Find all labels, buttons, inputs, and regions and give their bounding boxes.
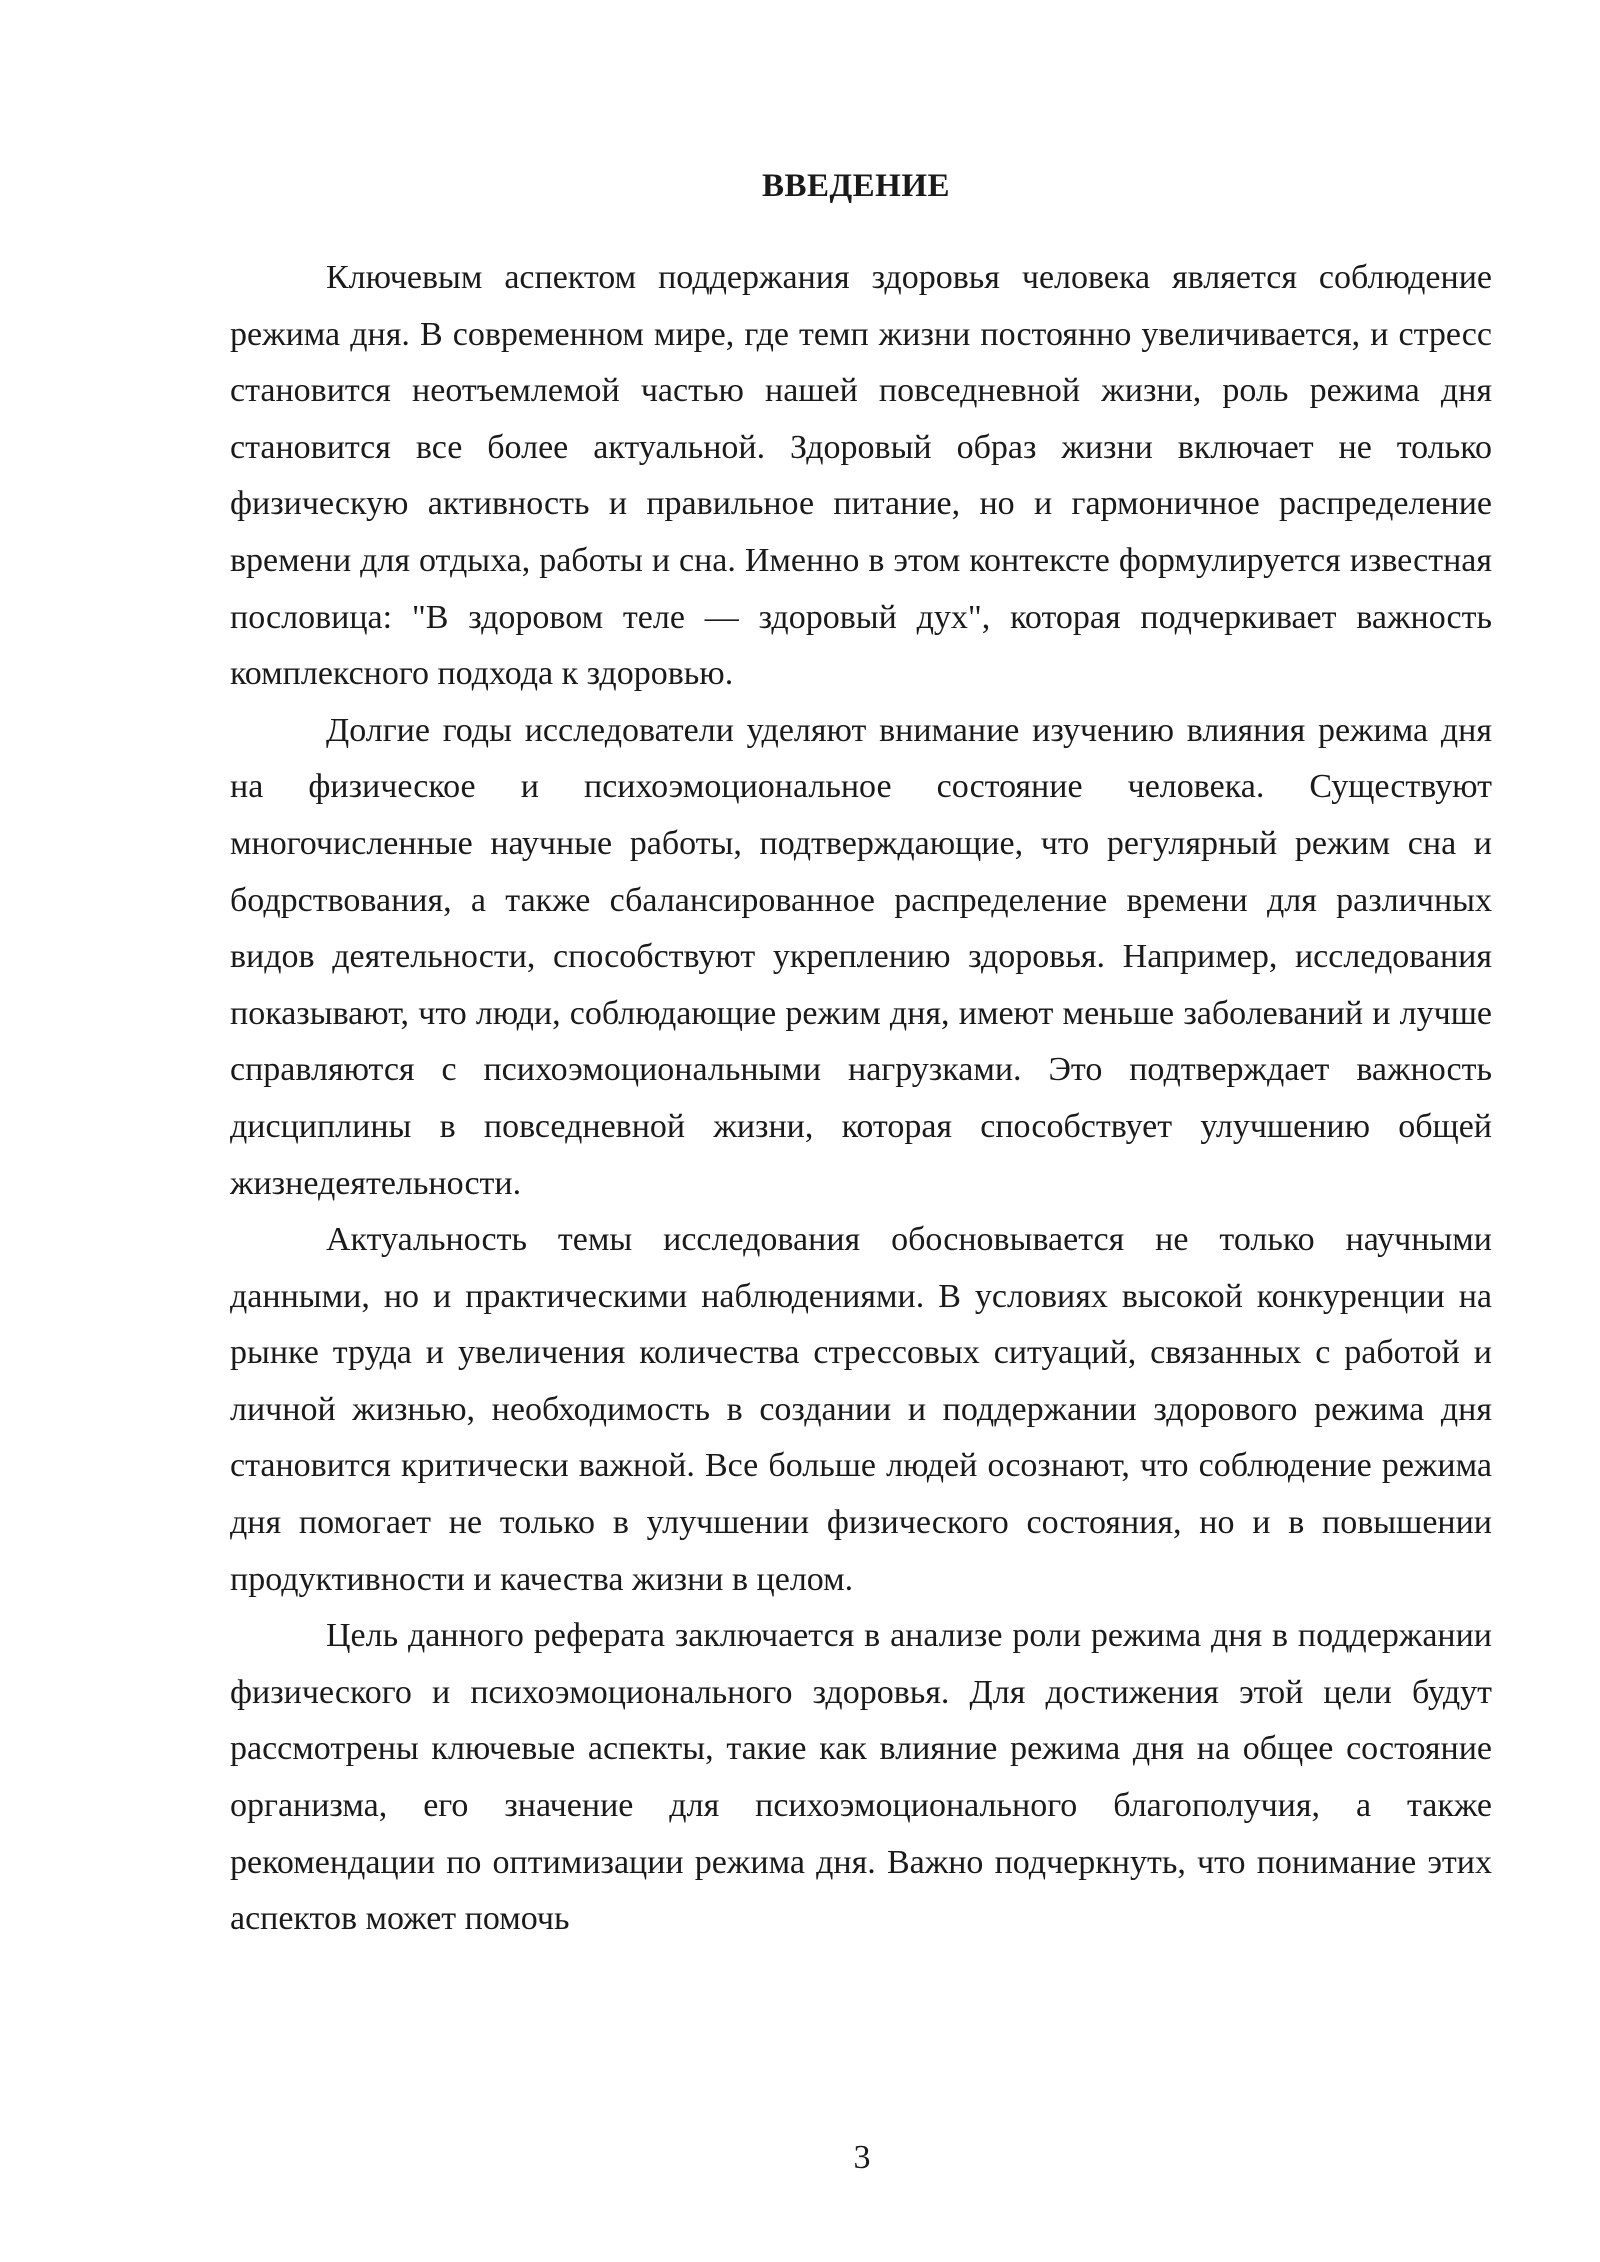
body-text [230, 250, 1492, 1948]
paragraph-3: Актуальность темы исследования обосновывается не только научными данными, но и практическими наблюдениями. В условиях высокой конкуренции на рынке труда и увеличения количества стрессовых ситуаций, связанных с работой и личной жизнью, необходимость в создании и поддержании здорового режима дня становится критически важной. Все больше людей осознают, что соблюдение режима дня помогает не только в улучшении физического состояния, но и в повышении продуктивности и качества жизни в целом. [230, 1221, 1492, 1598]
page-number: 3 [853, 2139, 871, 2176]
section-heading: ВВЕДЕНИЕ [761, 168, 951, 204]
paragraph-2: Долгие годы исследователи уделяют внимание изучению влияния режима дня на физическое и психоэмоциональное состояние человека. Существуют многочисленные научные работы, подтверждающие, что регулярный режим сна и бодрствования, а также сбалансированное распределение времени для различных видов деятельности, способствуют укреплению здоровья. Например, исследования показывают, что люди, соблюдающие режим дня, имеют меньше заболеваний и лучше справляются с психоэмоциональными нагрузками. Это подтверждает важность дисциплины в повседневной жизни, которая способствует улучшению общей жизнедеятельности. [230, 711, 1492, 1202]
paragraph-1: Ключевым аспектом поддержания здоровья человека является соблюдение режима дня. В современном мире, где темп жизни постоянно увеличивается, и стресс становится неотъемлемой частью нашей повседневной жизни, роль режима дня становится все более актуальной. Здоровый образ жизни включает не только физическую активность и правильное питание, но и гармоничное распределение времени для отдыха, работы и сна. Именно в этом контексте формулируется известная пословица: "В здоровом теле — здоровый дух", которая подчеркивает важность комплексного подхода к здоровью. [230, 259, 1492, 693]
paragraph-4: Цель данного реферата заключается в анализе роли режима дня в поддержании физического и психоэмоционального здоровья. Для достижения этой цели будут рассмотрены ключевые аспекты, такие как влияние режима дня на общее состояние организма, его значение для психоэмоционального благополучия, а также рекомендации по оптимизации режима дня. Важно подчеркнуть, что понимание этих аспектов может помочь [230, 1617, 1492, 1938]
